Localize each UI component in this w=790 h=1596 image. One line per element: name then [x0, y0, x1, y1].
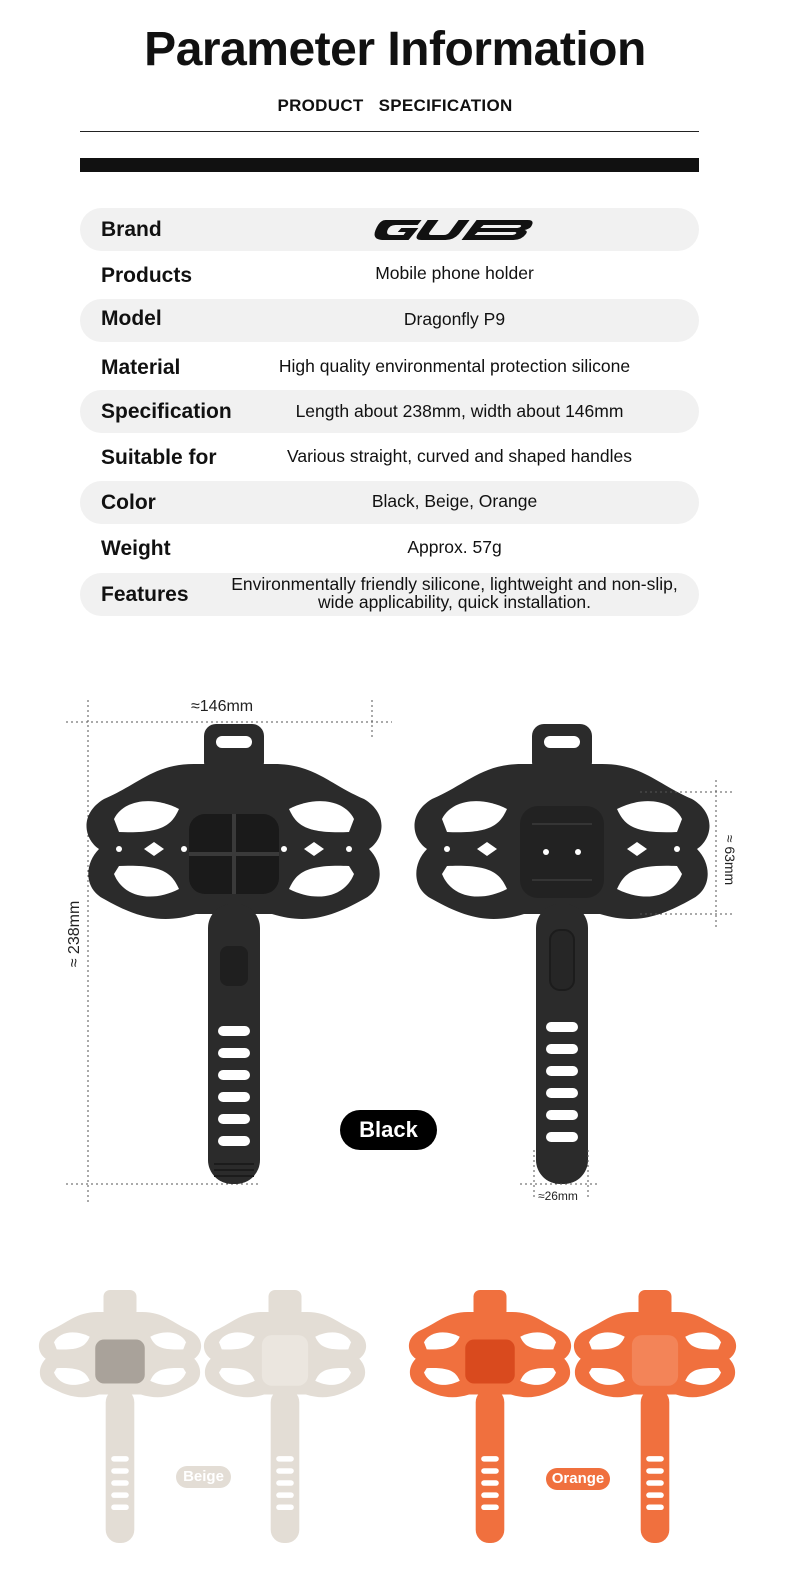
- beige-holders: [39, 1290, 366, 1543]
- length-dimension: ≈ 238mm: [66, 900, 83, 968]
- spec-label: Suitable for: [101, 446, 217, 469]
- divider-thin: [80, 131, 699, 132]
- spec-value: Black, Beige, Orange: [371, 490, 538, 511]
- spec-value: [210, 571, 699, 614]
- spec-label: Weight: [101, 537, 171, 560]
- spec-label: Specification: [101, 400, 232, 423]
- spec-label: Color: [101, 491, 156, 514]
- brand-logo: [210, 208, 699, 251]
- spec-value: Mobile phone holder: [375, 262, 534, 283]
- strap-dimension: ≈26mm: [538, 1189, 578, 1203]
- spec-row-color: [80, 481, 699, 524]
- spec-value: Dragonfly P9: [403, 308, 506, 329]
- spec-label: Material: [101, 356, 181, 379]
- width-dimension: ≈146mm: [191, 698, 254, 715]
- spec-value: Approx. 57g: [407, 536, 502, 557]
- brand-logo-mark: [369, 219, 541, 241]
- orange-holders: [409, 1290, 736, 1543]
- spec-row-brand: [80, 208, 699, 251]
- spec-row-features: [80, 573, 699, 616]
- spec-value: High quality environmental protection silicone: [278, 355, 631, 376]
- spec-label: Products: [101, 264, 193, 287]
- black-holder-front: [87, 724, 382, 1184]
- spec-row-material: [80, 345, 699, 388]
- divider-thick: [80, 158, 699, 172]
- features-line-2: wide applicability, quick installation.: [317, 591, 591, 612]
- spec-row-suitable: [80, 436, 699, 479]
- spec-row-specification: [80, 390, 699, 433]
- spec-label: Model: [101, 307, 162, 330]
- spec-row-weight: [80, 527, 699, 570]
- black-holder-back: [415, 724, 710, 1184]
- color-label-orange: Orange: [546, 1468, 610, 1490]
- spec-label: Features: [101, 583, 189, 606]
- spec-row-products: [80, 254, 699, 297]
- spec-value: Length about 238mm, width about 146mm: [295, 400, 624, 421]
- color-variants: [0, 1285, 790, 1545]
- color-label-black: Black: [340, 1110, 437, 1150]
- spec-value: Various straight, curved and shaped handles: [286, 445, 633, 466]
- spec-row-model: [80, 299, 699, 342]
- page-subtitle: PRODUCT SPECIFICATION: [277, 96, 513, 115]
- pad-dimension: ≈ 63mm: [722, 834, 738, 886]
- page-title: Parameter Information: [144, 23, 646, 76]
- color-label-beige: Beige: [176, 1466, 231, 1488]
- spec-label: Brand: [101, 218, 162, 241]
- features-line-1: Environmentally friendly silicone, lightweight and non-slip,: [231, 573, 678, 594]
